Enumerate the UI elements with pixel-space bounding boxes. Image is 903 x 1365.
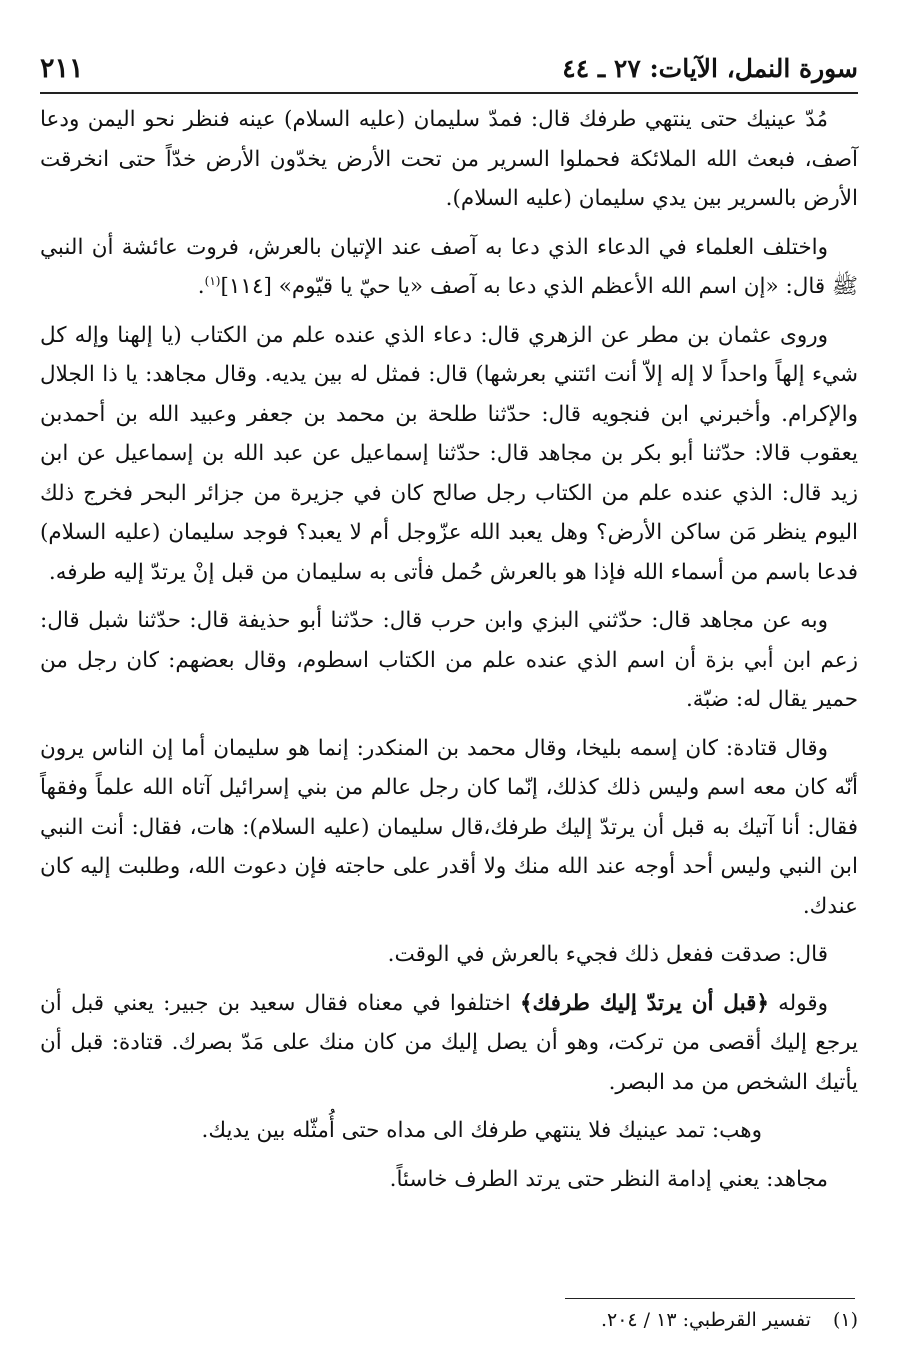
running-title: سورة النمل، الآيات: ٢٧ ـ ٤٤ xyxy=(562,53,858,83)
paragraph-text: وبه عن مجاهد قال: حدّثني البزي وابن حرب قال: حدّثنا أبو حذيفة قال: حدّثنا شبل قال: زعم ابن أبي بزة أن اسم الذي عنده علم من الكتاب اسطوم، وقال بعضهم: كان رجل من حمير يقال له: ضبّة. xyxy=(40,608,858,712)
paragraph-2 xyxy=(40,228,858,307)
paragraph-3 xyxy=(40,316,858,593)
paragraph-text: وروى عثمان بن مطر عن الزهري قال: دعاء الذي عنده علم من الكتاب (يا إلهنا وإله كل شيء إلهاً واحداً لا إله إلاّ أنت ائتني بعرشها) قال: فمثل له بين يديه. وقال مجاهد: يا ذا الجلال والإكرام. وأخبرني ابن فنجويه قال: حدّثنا طلحة بن محمد بن جعفر وعبيد الله بن أحمدبن يعقوب قالا: حدّثنا أبو بكر بن مجاهد قال: حدّثنا إسماعيل عن عبد الله بن إسماعيل عن ابن زيد قال: الذي عنده علم من الكتاب رجل صالح كان في جزيرة من جزائر البحر فخرج ذلك اليوم ينظر مَن ساكن الأرض؟ وهل يعبد الله عزّوجل أم لا يعبد؟ فوجد سليمان (عليه السلام) فدعا باسم من أسماء الله فإذا هو بالعرش حُمل فأتى به سليمان من قبل إنْ يرتدّ إليه طرفه. xyxy=(40,322,858,585)
paragraph-4 xyxy=(40,601,858,720)
paragraph-6 xyxy=(40,935,858,975)
footnote-number: (١) xyxy=(832,1309,858,1331)
paragraph-end: . xyxy=(197,274,205,299)
paragraph-lead: وقوله xyxy=(768,990,828,1016)
footnote xyxy=(40,1305,858,1335)
paragraph-text: قال: صدقت ففعل ذلك فجيء بالعرش في الوقت. xyxy=(387,942,828,967)
paragraph-text: وقال قتادة: كان إسمه بليخا، وقال محمد بن المنكدر: إنما هو سليمان أما إن الناس يرون أنّه كان معه اسم وليس ذلك كذلك، إنّما كان رجل عالم من بني إسرائيل آتاه الله علماً وفقهاً فقال: أنا آتيك به قبل أن يرتدّ إليك طرفك،قال سليمان (عليه السلام): هات، فقال: أنت النبي ابن النبي وليس أحد أوجه عند الله منك ولا أقدر على حاجته فإن دعوت الله، وطلبت إليه كان عندك. xyxy=(40,735,858,919)
footnote-reference: (١) xyxy=(204,273,221,288)
page-header xyxy=(40,44,858,94)
footnote-divider xyxy=(565,1298,855,1299)
paragraph-1 xyxy=(40,100,858,219)
paragraph-5 xyxy=(40,729,858,927)
paragraph-text: مجاهد: يعني إدامة النظر حتى يرتد الطرف خاسئاً. xyxy=(389,1166,828,1192)
paragraph-7 xyxy=(40,984,858,1103)
paragraph-text: وهب: تمد عينيك فلا ينتهي طرفك الى مداه حتى أُمثّله بين يديك. xyxy=(201,1118,762,1143)
footnote-text: تفسير القرطبي: ١٣ / ٢٠٤. xyxy=(600,1309,811,1331)
paragraph-8 xyxy=(40,1111,858,1151)
paragraph-9 xyxy=(40,1160,858,1200)
paragraph-text: مُدّ عينيك حتى ينتهي طرفك قال: فمدّ سليمان (عليه السلام) عينه فنظر نحو اليمن ودعا آصف، فبعث الله الملائكة فحملوا السرير من تحت الأرض يخدّون الأرض خدّاً حتى انخرقت الأرض بالسرير بين يدي سليمان (عليه السلام). xyxy=(40,107,858,211)
page-body xyxy=(40,100,858,1208)
quran-quote: ﴿قبل أن يرتدّ إليك طرفك﴾ xyxy=(519,990,769,1016)
paragraph-text: واختلف العلماء في الدعاء الذي دعا به آصف عند الإتيان بالعرش، فروت عائشة أن النبي ﷺ قال: «إن اسم الله الأعظم الذي دعا به آصف «يا حيّ يا قيّوم» [١١٤] xyxy=(40,234,858,299)
page-number: ٢١١ xyxy=(40,52,84,84)
paragraph-text: اختلفوا في معناه فقال سعيد بن جبير: يعني قبل أن يرجع إليك أقصى من تركت، وهو أن يصل إليك من كان منك على مَدّ بصرك. قتادة: قبل أن يأتيك الشخص من مد البصر. xyxy=(40,990,858,1095)
